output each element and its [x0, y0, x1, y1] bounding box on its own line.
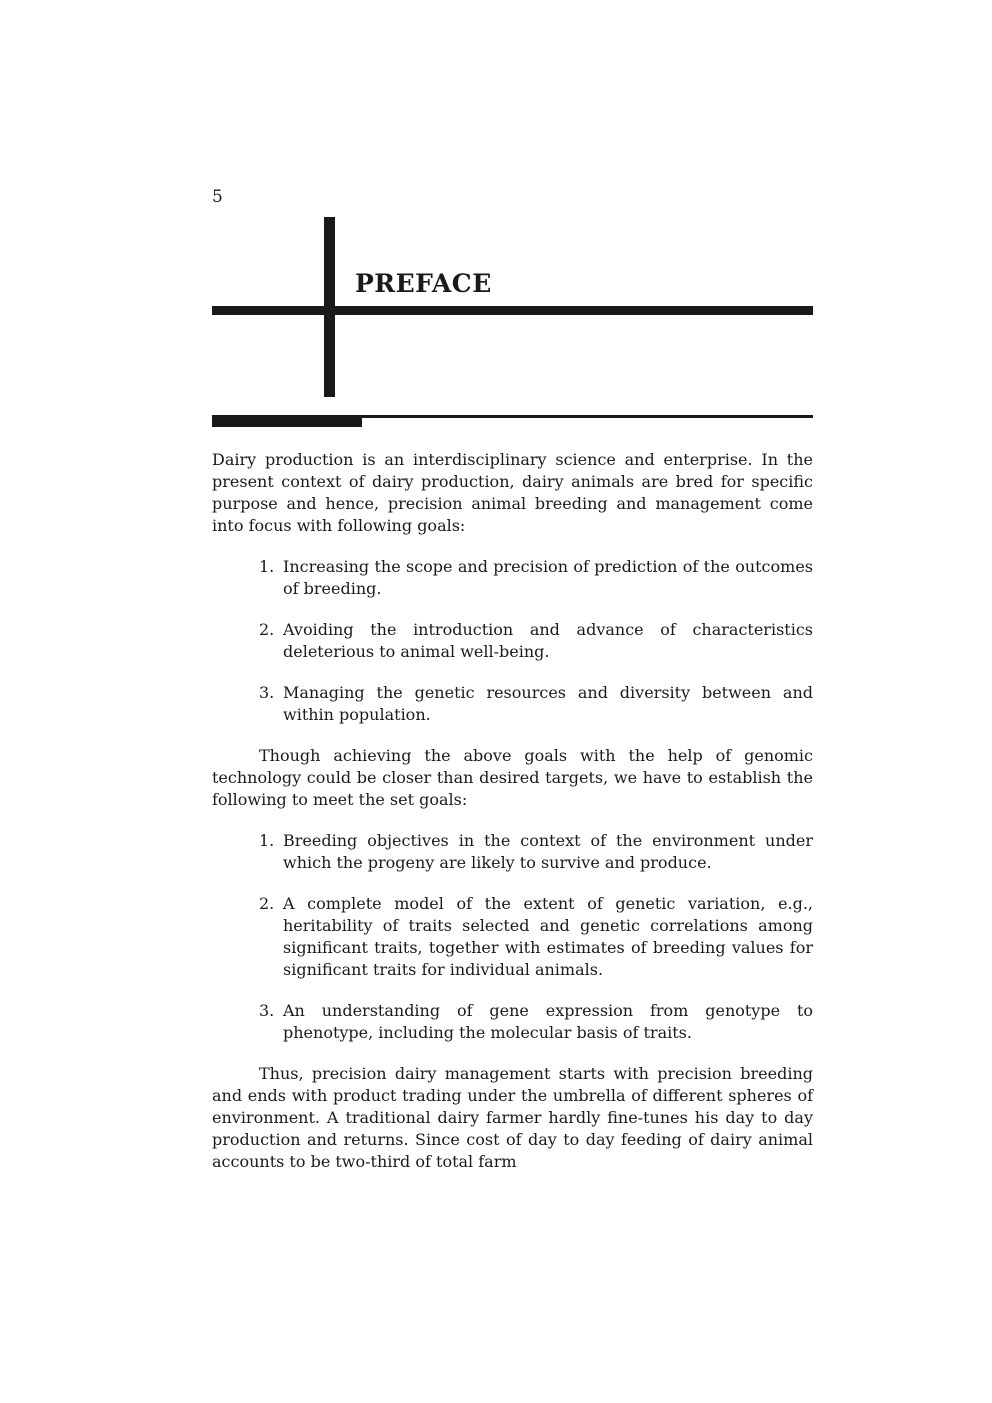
list-item-number: 1. — [259, 831, 275, 850]
list-item-text: Managing the genetic resources and diversity between and within population. — [283, 683, 813, 724]
list-item-number: 2. — [259, 620, 275, 639]
list-item — [212, 619, 813, 663]
list-item — [212, 556, 813, 600]
list-item-number: 3. — [259, 683, 275, 702]
body-paragraph: Thus, precision dairy management starts with precision breeding and ends with product trading under the umbrella of different spheres of environment. A traditional dairy farmer hardly fine-tunes his day to day production and returns. Since cost of day to day feeding of dairy animal accounts to be two-third of total farm — [212, 1064, 813, 1171]
section-rule-thick — [212, 415, 362, 427]
chapter-title: PREFACE — [355, 269, 492, 298]
list-item-number: 2. — [259, 894, 275, 913]
preface-body — [212, 449, 813, 1192]
list-item — [212, 830, 813, 874]
title-rule — [212, 306, 813, 315]
list-item — [212, 1000, 813, 1044]
list-item-text: Avoiding the introduction and advance of characteristics deleterious to animal well-being. — [283, 620, 813, 661]
list-item-number: 1. — [259, 557, 275, 576]
list-item-text: Increasing the scope and precision of prediction of the outcomes of breeding. — [283, 557, 813, 598]
list-item-text: An understanding of gene expression from genotype to phenotype, including the molecular basis of traits. — [283, 1001, 813, 1042]
list-item-text: A complete model of the extent of genetic variation, e.g., heritability of traits selected and genetic correlations among significant traits, together with estimates of breeding values for significant traits for individual animals. — [283, 894, 813, 979]
page-number: 5 — [212, 187, 223, 207]
requirements-list — [212, 830, 813, 1044]
intro-paragraph: Dairy production is an interdisciplinary science and enterprise. In the present context of dairy production, dairy animals are bred for specific purpose and hence, precision animal breeding and management come into focus with following goals: — [212, 450, 813, 535]
list-item — [212, 893, 813, 981]
list-item-number: 3. — [259, 1001, 275, 1020]
body-paragraph: Though achieving the above goals with the help of genomic technology could be closer than desired targets, we have to establish the following to meet the set goals: — [212, 746, 813, 809]
list-item — [212, 682, 813, 726]
goals-list — [212, 556, 813, 726]
list-item-text: Breeding objectives in the context of the environment under which the progeny are likely to survive and produce. — [283, 831, 813, 872]
